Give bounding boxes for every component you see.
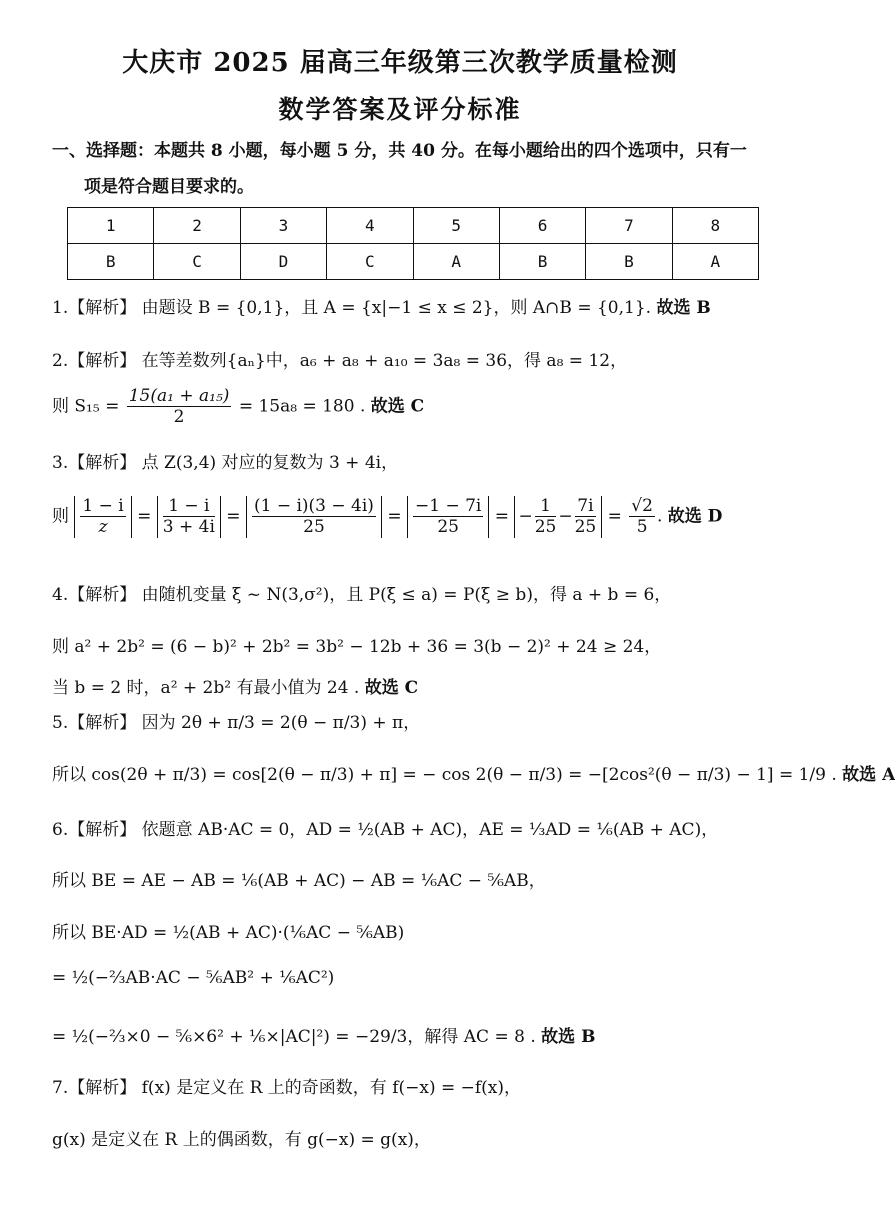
- q5-label: 5.【解析】: [52, 713, 137, 733]
- q2-line2-prefix: 则 S₁₅ =: [52, 396, 120, 417]
- q6-text: 依题意 AB·AC = 0，AD = ½(AB + AC)，AE = ⅓AD = ⅙(AB + AC)，: [141, 820, 719, 840]
- q4-text: 由随机变量 ξ ~ N(3,σ²)，且 P(ξ ≤ a) = P(ξ ≥ b)，得 a + b = 6，: [141, 585, 672, 605]
- q4-line3: 当 b = 2 时，a² + 2b² 有最小值为 24 . 故选 C: [52, 678, 419, 698]
- q1-label: 1.【解析】: [52, 298, 137, 318]
- q6-label: 6.【解析】: [52, 820, 137, 840]
- q4-choice: 故选 C: [364, 678, 419, 698]
- q5-choice: 故选 A: [842, 765, 895, 785]
- section-heading: 一、选择题：本题共 8 小题，每小题 5 分，共 40 分。在每小题给出的四个选项中，只有一: [52, 141, 747, 161]
- q2-line2: [52, 386, 424, 428]
- q6-line2: 所以 BE = AE − AB = ⅙(AB + AC) − AB = ⅙AC − ⅚AB，: [52, 871, 546, 891]
- table-cell: A: [672, 244, 758, 280]
- q5-line2: 所以 cos(2θ + π/3) = cos[2(θ − π/3) + π] = − cos 2(θ − π/3) = −[2cos²(θ − π/3) − 1] = 1/9 . 故选 A: [52, 765, 895, 785]
- q2-choice: 故选 C: [370, 396, 425, 417]
- q4-line2: 则 a² + 2b² = (6 − b)² + 2b² = 3b² − 12b + 36 = 3(b − 2)² + 24 ≥ 24，: [52, 637, 662, 657]
- q5-line: [52, 708, 420, 733]
- table-cell: 5: [413, 208, 499, 244]
- answer-table: [67, 207, 759, 280]
- q5-text: 因为 2θ + π/3 = 2(θ − π/3) + π，: [141, 713, 421, 733]
- table-cell: 7: [586, 208, 672, 244]
- q6-line5: = ½(−⅔×0 − ⅚×6² + ⅙×|AC|²) = −29/3，解得 AC = 8 . 故选 B: [52, 1027, 596, 1047]
- q1-line: [52, 293, 711, 318]
- q1-text: 由题设 B = {0,1}，且 A = {x|−1 ≤ x ≤ 2}，则 A∩B = {0,1}.: [141, 298, 652, 318]
- q3-formula: 则 $\frac{1 - i}{z}$ = $\frac{1 - i}{3 + 4i}$ = $\frac{(1 - i)(3 - 4i)}{25}$ = $\frac{-1 - 7i}{25}$ = − $\frac{1}{25}$ − $\frac{7i}{25}$ = $\frac{√2}{5}$ . 故选 D: [52, 496, 723, 538]
- table-cell: 3: [240, 208, 326, 244]
- table-cell: B: [68, 244, 154, 280]
- q3-line: [52, 448, 398, 473]
- table-cell: C: [154, 244, 240, 280]
- q3-prefix: 则: [52, 506, 69, 527]
- q6-line: [52, 815, 718, 840]
- answer-table-answers-row: [68, 244, 759, 280]
- q4-line: [52, 580, 671, 605]
- table-cell: 6: [499, 208, 585, 244]
- q6-line3: 所以 BE·AD = ½(AB + AC)·(⅙AC − ⅚AB): [52, 923, 405, 943]
- q6-choice: 故选 B: [541, 1027, 596, 1047]
- page-subtitle: 数学答案及评分标准: [278, 95, 522, 124]
- table-cell: 1: [68, 208, 154, 244]
- q2-line2-rest: = 15a₈ = 180 .: [238, 396, 366, 417]
- q2-fraction: $\frac{\text{15(a₁ + a₁₅)}}{2}$: [128, 386, 230, 428]
- q7-text: f(x) 是定义在 R 上的奇函数，有 f(−x) = −f(x)，: [141, 1078, 522, 1098]
- table-cell: 4: [327, 208, 413, 244]
- section-heading-cont: 项是符合题目要求的。: [84, 177, 254, 197]
- q3-label: 3.【解析】: [52, 453, 137, 473]
- table-cell: D: [240, 244, 326, 280]
- page-title: 大庆市 2025 届高三年级第三次教学质量检测: [122, 48, 678, 78]
- table-cell: A: [413, 244, 499, 280]
- table-cell: C: [327, 244, 413, 280]
- q7-line2: g(x) 是定义在 R 上的偶函数，有 g(−x) = g(x)，: [52, 1130, 431, 1150]
- q2-line: [52, 346, 627, 371]
- table-cell: 2: [154, 208, 240, 244]
- q4-label: 4.【解析】: [52, 585, 137, 605]
- q2-label: 2.【解析】: [52, 351, 137, 371]
- q7-label: 7.【解析】: [52, 1078, 137, 1098]
- q3-choice: 故选 D: [667, 506, 723, 527]
- q6-line4: = ½(−⅔AB·AC − ⅚AB² + ⅙AC²): [52, 968, 335, 988]
- q3-text: 点 Z(3,4) 对应的复数为 3 + 4i，: [141, 453, 399, 473]
- table-cell: B: [586, 244, 672, 280]
- answer-table-numbers-row: [68, 208, 759, 244]
- table-cell: 8: [672, 208, 758, 244]
- q1-choice: 故选 B: [656, 298, 711, 318]
- q2-text: 在等差数列{aₙ}中，a₆ + a₈ + a₁₀ = 3a₈ = 36，得 a₈ = 12，: [141, 351, 628, 371]
- q7-line: [52, 1073, 521, 1098]
- table-cell: B: [499, 244, 585, 280]
